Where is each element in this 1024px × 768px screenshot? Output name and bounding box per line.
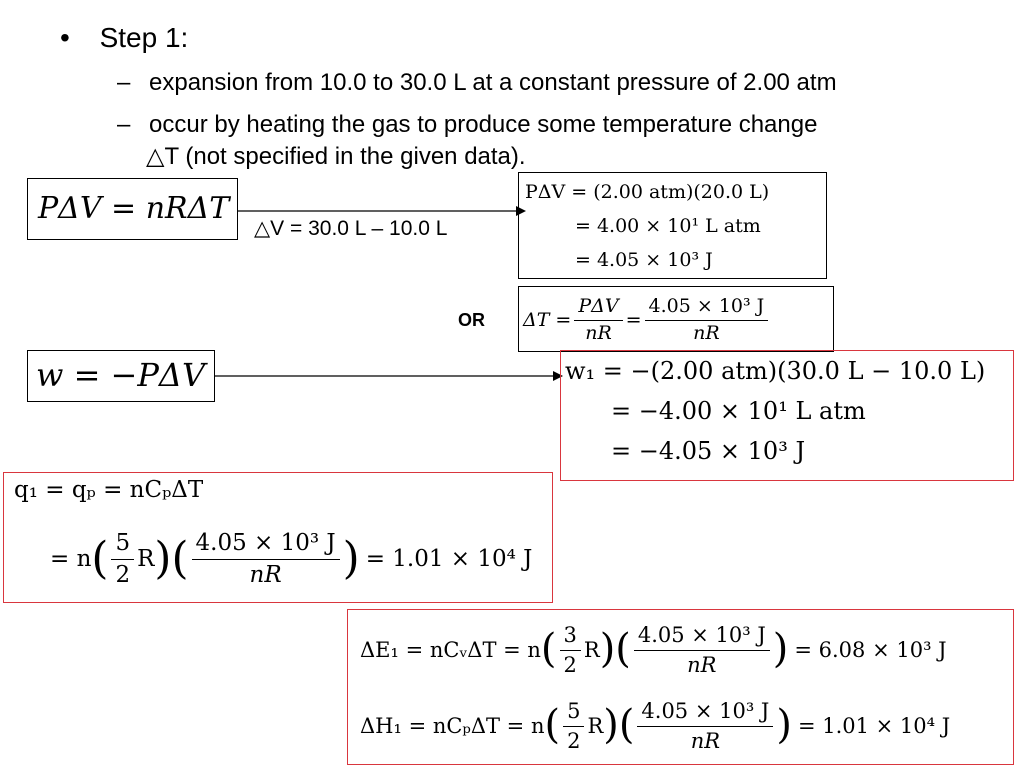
arrow-to-w1	[215, 366, 565, 386]
sub-item-heating	[117, 109, 817, 141]
q1-frac-small	[111, 530, 134, 588]
delta-t-equation	[523, 290, 771, 350]
paren-open: (	[540, 626, 557, 673]
sub-item-expansion	[117, 67, 837, 99]
h1-r: R	[587, 714, 604, 738]
w1-line3: = −4.05 × 10³ J	[611, 437, 806, 465]
q1-frac-small-num: 5	[111, 530, 134, 559]
e1-frac-small	[560, 623, 581, 676]
work-equation: w = −PΔV	[36, 356, 206, 394]
delta-t-frac1-num: PΔV	[574, 296, 622, 321]
paren-open: (	[544, 702, 561, 749]
e1-frac-big-num: 4.05 × 10³ J	[634, 623, 770, 650]
delta-t-frac2-den: nR	[693, 321, 720, 344]
paren-close: )	[599, 626, 616, 673]
e1-equation	[360, 614, 947, 686]
sub-item-text: expansion from 10.0 to 30.0 L at a constant pressure of 2.00 atm	[149, 69, 837, 96]
pv-nrt-equation: PΔV = nRΔT	[38, 191, 230, 226]
q1-pre: = n	[50, 546, 92, 572]
delta-t-lhs: ΔT =	[523, 309, 572, 331]
delta-v-note: △V = 30.0 L – 10.0 L	[254, 217, 448, 240]
delta-t-box	[518, 286, 834, 352]
pv-nrt-box	[27, 178, 238, 240]
e1-result: = 6.08 × 10³ J	[794, 638, 947, 662]
h1-frac-small	[563, 699, 584, 752]
h1-frac-big-num: 4.05 × 10³ J	[637, 699, 773, 726]
sub-item-heating-cont: △T (not specified in the given data).	[146, 143, 526, 170]
delta-t-frac1	[574, 296, 622, 345]
bullet-mark: •	[60, 22, 70, 53]
q1-line2	[50, 521, 532, 597]
e1-lhs: ΔE₁ = nCᵥΔT = n	[360, 638, 541, 662]
pdv-line1: PΔV = (2.00 atm)(20.0 L)	[525, 181, 770, 203]
e1-frac-small-num: 3	[560, 623, 581, 650]
pdv-line2: = 4.00 × 10¹ L atm	[575, 215, 761, 237]
q1-line1: q₁ = qₚ = nCₚΔT	[14, 477, 204, 503]
step-heading: Step 1:	[99, 22, 189, 53]
paren-open: (	[171, 533, 189, 585]
e1-frac-big-den: nR	[687, 652, 717, 677]
h1-frac-big	[637, 699, 773, 752]
q1-frac-big-den: nR	[249, 561, 282, 588]
q1-box	[3, 472, 553, 603]
q1-r: R	[137, 546, 155, 572]
h1-result: = 1.01 × 10⁴ J	[797, 714, 951, 738]
w1-box	[560, 350, 1014, 481]
paren-close: )	[603, 702, 619, 749]
e1-r: R	[583, 638, 600, 662]
h1-frac-small-den: 2	[567, 728, 581, 753]
h1-lhs: ΔH₁ = nCₚΔT = n	[360, 714, 545, 738]
h1-equation	[360, 690, 950, 762]
paren-close: )	[772, 626, 789, 673]
h1-frac-small-num: 5	[563, 699, 584, 726]
pdv-result-box	[518, 172, 827, 279]
delta-t-frac2-num: 4.05 × 10³ J	[645, 296, 769, 321]
dash-mark: –	[117, 111, 131, 138]
delta-t-eq: =	[625, 309, 642, 331]
delta-t-frac2	[645, 296, 769, 345]
q1-frac-big	[192, 530, 340, 588]
dash-mark: –	[117, 69, 131, 96]
e1-h1-box	[347, 609, 1014, 765]
q1-frac-big-num: 4.05 × 10³ J	[192, 530, 340, 559]
arrow-to-pdv	[238, 201, 528, 221]
e1-frac-small-den: 2	[563, 652, 577, 677]
work-box	[27, 350, 215, 402]
paren-open: (	[615, 626, 631, 673]
paren-close: )	[342, 533, 360, 585]
pdv-line3: = 4.05 × 10³ J	[575, 249, 713, 271]
e1-frac-big	[634, 623, 770, 676]
paren-close: )	[154, 533, 172, 585]
sub-item-text: occur by heating the gas to produce some temperature change	[149, 111, 818, 138]
paren-open: (	[618, 702, 635, 749]
or-label: OR	[458, 310, 485, 330]
bullet-step	[60, 22, 188, 54]
q1-result: = 1.01 × 10⁴ J	[365, 546, 533, 572]
paren-close: )	[776, 702, 792, 749]
w1-line2: = −4.00 × 10¹ L atm	[611, 397, 866, 425]
delta-t-frac1-den: nR	[585, 321, 612, 344]
q1-frac-small-den: 2	[115, 561, 131, 588]
w1-line1: w₁ = −(2.00 atm)(30.0 L − 10.0 L)	[565, 357, 986, 385]
paren-open: (	[91, 533, 109, 585]
h1-frac-big-den: nR	[690, 728, 721, 753]
